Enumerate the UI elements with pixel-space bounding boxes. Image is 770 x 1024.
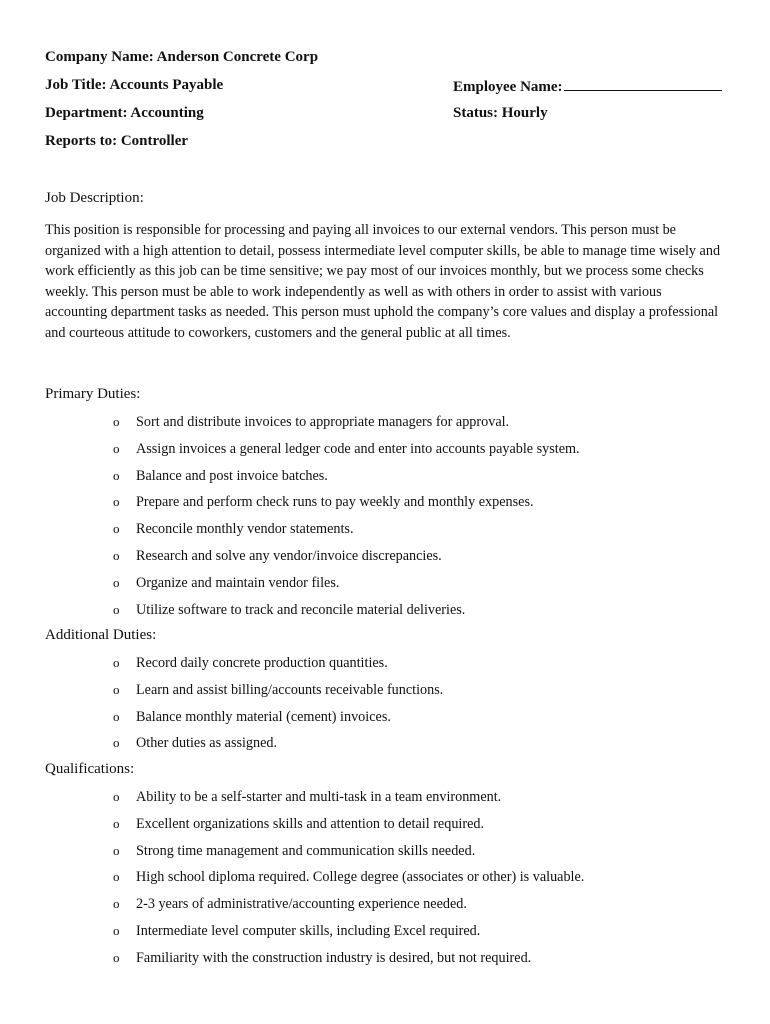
list-item — [0, 949, 770, 976]
list-item — [0, 815, 770, 842]
bullet-icon: o — [113, 601, 120, 617]
bullet-icon: o — [113, 467, 120, 483]
job-description-heading: Job Description: — [45, 190, 144, 206]
bullet-icon: o — [113, 655, 120, 670]
list-item-text: Balance monthly material (cement) invoices. — [136, 708, 391, 725]
bullet-icon: o — [113, 815, 120, 831]
list-item — [0, 493, 770, 520]
list-item — [0, 520, 770, 547]
list-item — [0, 413, 770, 440]
list-item — [0, 654, 770, 681]
list-item-text: Research and solve any vendor/invoice discrepancies. — [136, 547, 442, 564]
list-item-text: Familiarity with the construction industry is desired, but not required. — [136, 949, 532, 966]
employee-name-field — [453, 76, 722, 96]
bullet-icon: o — [113, 681, 120, 697]
company-name: Company Name: Anderson Concrete Corp — [45, 49, 319, 65]
list-item — [0, 708, 770, 735]
reports-to-row — [45, 132, 730, 150]
job-title: Job Title: Accounts Payable — [45, 77, 224, 93]
list-item-text: Reconcile monthly vendor statements. — [136, 521, 354, 538]
list-item-text: 2-3 years of administrative/accounting experience needed. — [136, 896, 467, 913]
company-name-row — [45, 48, 730, 66]
employee-name-label: Employee Name: — [453, 79, 563, 95]
list-item — [0, 681, 770, 708]
bullet-icon: o — [113, 521, 120, 537]
bullet-icon: o — [113, 547, 120, 563]
list-item-text: Assign invoices a general ledger code and enter into accounts payable system. — [136, 440, 580, 457]
reports-to: Reports to: Controller — [45, 133, 189, 149]
bullet-icon: o — [113, 949, 120, 965]
job-description-text: This position is responsible for processing and paying all invoices to our external vendors. This person must be organized with a high attention to detail, possess intermediate level computer skills, be able to manage time wisely and work efficiently as this job can be time sensitive; we pay most of our invoices monthly, but we process some checks weekly. This person must be able to work independently as well as with others in order to assist with various accounting department tasks as needed. This person must uphold the company’s core values and display a professional and courteous attitude to coworkers, customers and the general public at all times. — [45, 222, 721, 341]
list-item-text: High school diploma required. College degree (associates or other) is valuable. — [136, 869, 585, 886]
list-item-text: Utilize software to track and reconcile material deliveries. — [136, 601, 466, 618]
list-item-text: Excellent organizations skills and attention to detail required. — [136, 815, 485, 832]
list-item-text: Sort and distribute invoices to appropriate managers for approval. — [136, 414, 510, 430]
list-item-text: Intermediate level computer skills, including Excel required. — [136, 922, 481, 939]
bullet-icon: o — [113, 414, 120, 429]
list-item — [0, 440, 770, 467]
list-item — [0, 922, 770, 949]
bullet-icon: o — [113, 869, 120, 885]
list-item-text: Other duties as assigned. — [136, 735, 278, 752]
list-item-text: Record daily concrete production quantities. — [136, 655, 388, 671]
department: Department: Accounting — [45, 105, 204, 121]
list-item-text: Strong time management and communication skills needed. — [136, 842, 476, 859]
list-item-text: Learn and assist billing/accounts receivable functions. — [136, 681, 444, 698]
list-item — [0, 547, 770, 574]
list-item — [0, 574, 770, 601]
bullet-icon: o — [113, 842, 120, 858]
list-item-text: Prepare and perform check runs to pay weekly and monthly expenses. — [136, 494, 534, 511]
qualifications-list — [0, 788, 770, 976]
list-item-text: Ability to be a self-starter and multi-task in a team environment. — [136, 789, 502, 805]
bullet-icon: o — [113, 574, 120, 590]
list-item — [0, 788, 770, 815]
list-item — [0, 734, 770, 761]
bullet-icon: o — [113, 440, 120, 456]
list-item — [0, 601, 770, 628]
list-item-text: Organize and maintain vendor files. — [136, 574, 340, 591]
primary-duties-heading: Primary Duties: — [45, 386, 141, 402]
additional-duties-heading: Additional Duties: — [45, 627, 157, 643]
employee-name-blank — [564, 76, 722, 91]
bullet-icon: o — [113, 922, 120, 938]
bullet-icon: o — [113, 735, 120, 751]
list-item — [0, 868, 770, 895]
status: Status: Hourly — [453, 105, 548, 121]
department-row — [45, 104, 730, 122]
list-item — [0, 895, 770, 922]
job-title-row — [45, 76, 730, 94]
bullet-icon: o — [113, 789, 120, 804]
list-item — [0, 467, 770, 494]
bullet-icon: o — [113, 896, 120, 912]
additional-duties-list — [0, 654, 770, 761]
list-item-text: Balance and post invoice batches. — [136, 467, 328, 484]
primary-duties-list — [0, 413, 770, 627]
list-item — [0, 842, 770, 869]
qualifications-heading: Qualifications: — [45, 761, 135, 777]
bullet-icon: o — [113, 494, 120, 510]
bullet-icon: o — [113, 708, 120, 724]
